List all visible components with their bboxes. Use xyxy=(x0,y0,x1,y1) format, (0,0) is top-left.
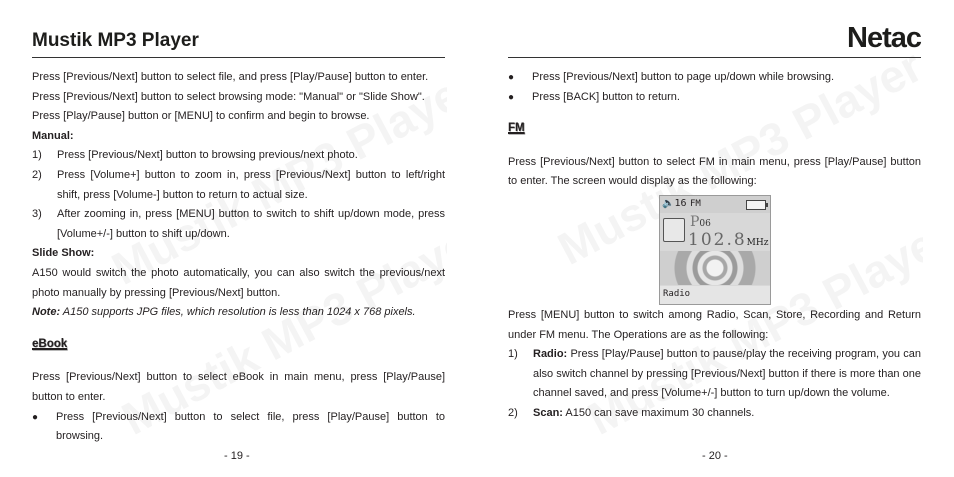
item-label: Radio: xyxy=(533,348,568,361)
item-number: 3) xyxy=(32,208,42,221)
item-text: After zooming in, press [MENU] button to switch to shift up/down mode, press [Volume+/-] button to shift up/down. xyxy=(57,208,445,240)
preset-number: 06 xyxy=(699,219,711,229)
paragraph: Press [Previous/Next] button to select FM in main menu, press [Play/Pause] button to enter. The screen would display as the following: xyxy=(508,155,921,188)
ebook-heading: eBook xyxy=(32,337,68,350)
manual-heading: Manual: xyxy=(32,129,74,142)
item-text: Press [Volume+] button to zoom in, press [Previous/Next] button to left/right shift, press [Volume-] button to return to actual size. xyxy=(57,168,445,201)
page-right xyxy=(508,0,923,477)
right-body-lower xyxy=(508,306,921,424)
list-item xyxy=(32,408,445,447)
item-text: Press [Previous/Next] button to browsing previous/next photo. xyxy=(57,149,358,162)
page-title: Mustik MP3 Player xyxy=(32,30,199,51)
preset-letter: P xyxy=(690,214,700,230)
frequency-unit: MHz xyxy=(746,238,769,248)
fm-screen-image xyxy=(659,195,771,305)
item-text: Press [Previous/Next] button to select file, press [Play/Pause] button to browsing. xyxy=(56,410,445,443)
item-number: 1) xyxy=(508,348,518,361)
title-rule xyxy=(32,57,445,58)
list-item xyxy=(508,345,921,404)
screen-status-bar xyxy=(660,196,770,213)
footer-label: Radio xyxy=(663,289,691,299)
list-item xyxy=(508,88,921,108)
paragraph: Press [Play/Pause] button or [MENU] to confirm and begin to browse. xyxy=(32,110,370,123)
volume-level: 16 xyxy=(674,198,687,209)
bullet-icon: ● xyxy=(508,91,515,103)
list-item xyxy=(508,404,921,424)
frequency-value: 102.8 xyxy=(688,230,747,250)
item-text xyxy=(533,345,921,404)
list-item xyxy=(32,166,445,205)
paragraph: Press [Previous/Next] button to select file, and press [Play/Pause] button to enter. xyxy=(32,71,429,83)
fm-label: FM xyxy=(690,199,701,209)
left-body xyxy=(32,68,445,447)
paragraph: A150 would switch the photo automatically, you can also switch the previous/next photo manually by pressing [Previous/Next] button. xyxy=(32,266,445,299)
list-item xyxy=(32,146,445,166)
preset-indicator xyxy=(690,214,711,230)
volume-icon: 🔈16 xyxy=(662,198,687,209)
battery-icon xyxy=(746,200,766,210)
frequency-readout xyxy=(688,230,768,250)
note-text: A150 supports JPG files, which resolution is less than 1024 x 768 pixels. xyxy=(60,306,416,319)
list-item xyxy=(32,205,445,244)
item-number: 1) xyxy=(32,149,42,162)
note-label: Note: xyxy=(32,306,61,319)
item-text: Press [Previous/Next] button to page up/down while browsing. xyxy=(532,71,835,83)
screen-footer xyxy=(660,286,770,304)
music-disc-icon xyxy=(660,251,770,285)
page-number: - 19 - xyxy=(224,450,250,462)
bullet-icon: ● xyxy=(32,411,39,423)
list-item xyxy=(508,68,921,88)
item-label: Scan: xyxy=(533,406,563,419)
item-description: A150 can save maximum 30 channels. xyxy=(562,406,755,419)
fm-heading: FM xyxy=(508,122,525,135)
item-description: Press [Play/Pause] button to pause/play the receiving program, you can also switch channel by pressing [Previous/Next] button if there is more than one channel saved, and press [Volume+/-] button to turn up/down the volume. xyxy=(533,348,921,400)
netac-logo: Netac xyxy=(847,22,921,54)
page-number: - 20 - xyxy=(702,450,728,462)
item-number: 2) xyxy=(508,406,518,419)
radio-icon xyxy=(663,218,685,242)
note xyxy=(32,303,445,323)
bullet-icon: ● xyxy=(508,72,515,83)
paragraph: Press [MENU] button to switch among Radio, Scan, Store, Recording and Return under FM menu. The Operations are as the following: xyxy=(508,309,921,341)
item-number: 2) xyxy=(32,168,42,181)
slideshow-heading: Slide Show: xyxy=(32,247,95,260)
item-text xyxy=(533,404,921,424)
title-rule xyxy=(508,57,921,58)
page-left xyxy=(32,0,447,477)
right-body xyxy=(508,68,921,192)
paragraph: Press [Previous/Next] button to select browsing mode: "Manual" or "Slide Show". xyxy=(32,90,425,103)
item-text: Press [BACK] button to return. xyxy=(532,90,680,103)
paragraph: Press [Previous/Next] button to select eBook in main menu, press [Play/Pause] button to enter. xyxy=(32,371,445,403)
